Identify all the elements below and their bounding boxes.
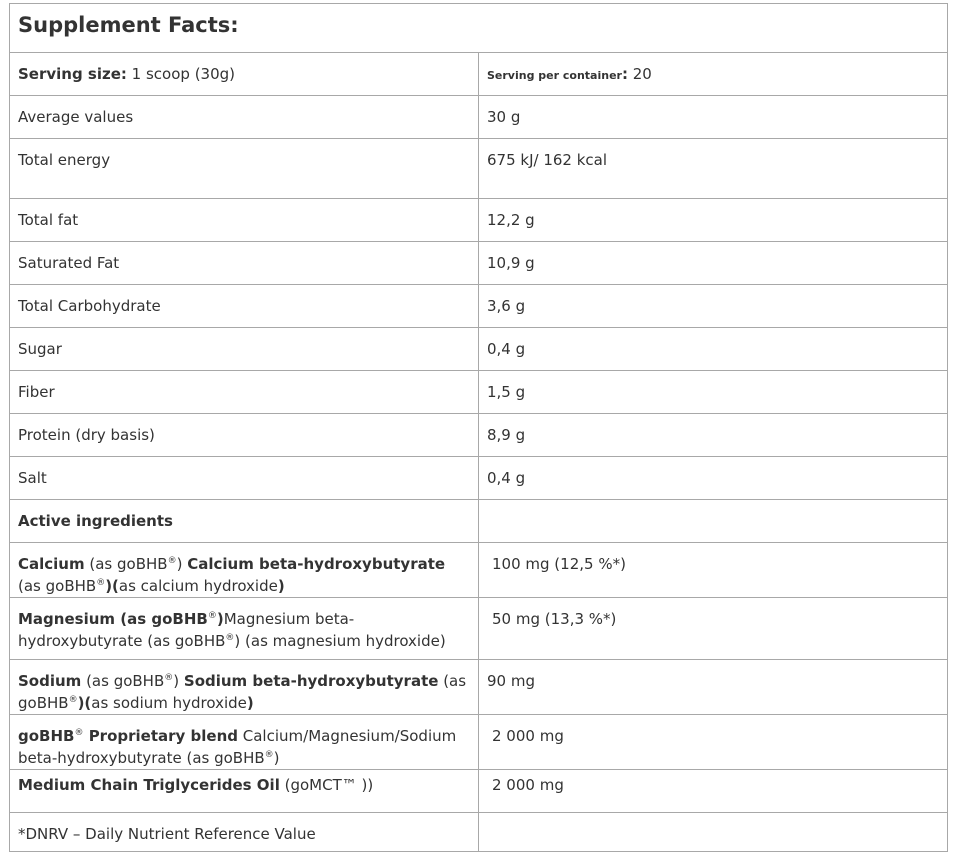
serving-row xyxy=(10,53,948,96)
magnesium-name: Magnesium (as goBHB xyxy=(18,610,208,628)
footnote-row xyxy=(10,813,948,852)
magnesium-name-close: ) xyxy=(216,610,224,628)
blend-row xyxy=(10,715,948,770)
mct-label xyxy=(10,770,479,813)
active-ingredients-heading-row xyxy=(10,500,948,543)
magnesium-text2: ) (as magnesium hydroxide) xyxy=(234,632,446,650)
table-row xyxy=(10,96,948,139)
mct-name: Medium Chain Triglycerides Oil xyxy=(18,776,280,794)
blend-label xyxy=(10,715,479,770)
calcium-name: Calcium xyxy=(18,555,85,573)
registered-mark: ® xyxy=(167,556,177,566)
sodium-row xyxy=(10,660,948,715)
blend-text: Calcium/Magnesium/Sodium beta-hydroxybutyrate (as goBHB xyxy=(18,727,457,767)
supplement-facts-table xyxy=(9,3,948,852)
blend-value: 2 000 mg xyxy=(479,715,948,770)
nutrient-label: Salt xyxy=(10,457,479,500)
sodium-as2: (as goBHB xyxy=(18,672,467,712)
sodium-tail: as sodium hydroxide xyxy=(91,694,247,712)
calcium-as1-end: ) xyxy=(176,555,188,573)
nutrient-label: Protein (dry basis) xyxy=(10,414,479,457)
calcium-row xyxy=(10,543,948,598)
mct-value: 2 000 mg xyxy=(479,770,948,813)
registered-mark: ® xyxy=(264,750,274,760)
registered-mark: ® xyxy=(68,695,78,705)
sodium-name: Sodium xyxy=(18,672,82,690)
nutrient-label: Total fat xyxy=(10,199,479,242)
blend-name2: Proprietary blend xyxy=(83,727,238,745)
nutrient-value: 3,6 g xyxy=(479,285,948,328)
nutrient-label: Total energy xyxy=(10,139,479,199)
calcium-label xyxy=(10,543,479,598)
empty-cell xyxy=(479,813,948,852)
calcium-value: 100 mg (12,5 %*) xyxy=(479,543,948,598)
mct-text: (goMCT™ )) xyxy=(279,776,374,794)
table-row xyxy=(10,457,948,500)
mct-row xyxy=(10,770,948,813)
nutrient-value: 12,2 g xyxy=(479,199,948,242)
nutrient-value: 30 g xyxy=(479,96,948,139)
table-row xyxy=(10,371,948,414)
serving-per-container-colon: : xyxy=(621,65,628,83)
registered-mark: ® xyxy=(207,611,217,621)
magnesium-value: 50 mg (13,3 %*) xyxy=(479,598,948,660)
sodium-value: 90 mg xyxy=(479,660,948,715)
table-row xyxy=(10,242,948,285)
serving-per-container-label: Serving per container xyxy=(487,69,622,82)
nutrient-label: Sugar xyxy=(10,328,479,371)
nutrient-value: 0,4 g xyxy=(479,457,948,500)
table-row xyxy=(10,414,948,457)
calcium-as1: (as goBHB xyxy=(84,555,168,573)
sodium-label xyxy=(10,660,479,715)
serving-size-value: 1 scoop (30g) xyxy=(126,65,236,83)
table-row xyxy=(10,285,948,328)
registered-mark: ® xyxy=(225,633,235,643)
blend-text-close: ) xyxy=(273,749,280,767)
magnesium-text: Magnesium beta-hydroxybutyrate (as goBHB xyxy=(18,610,355,650)
active-ingredients-heading xyxy=(10,500,479,543)
nutrient-label: Fiber xyxy=(10,371,479,414)
blend-name: goBHB xyxy=(18,727,75,745)
active-ingredients-heading-text: Active ingredients xyxy=(18,512,173,530)
nutrient-value: 10,9 g xyxy=(479,242,948,285)
calcium-compound: Calcium beta-hydroxybutyrate xyxy=(187,555,446,573)
nutrient-value: 8,9 g xyxy=(479,414,948,457)
registered-mark: ® xyxy=(74,728,84,738)
nutrient-value: 675 kJ/ 162 kcal xyxy=(479,139,948,199)
magnesium-label xyxy=(10,598,479,660)
nutrient-value: 0,4 g xyxy=(479,328,948,371)
magnesium-row xyxy=(10,598,948,660)
nutrient-value: 1,5 g xyxy=(479,371,948,414)
sodium-compound: Sodium beta-hydroxybutyrate xyxy=(183,672,439,690)
calcium-paren: )( xyxy=(105,577,119,595)
empty-cell xyxy=(479,500,948,543)
nutrient-label: Total Carbohydrate xyxy=(10,285,479,328)
calcium-as2: (as goBHB xyxy=(18,577,97,595)
sodium-as1: (as goBHB xyxy=(81,672,165,690)
table-title: Supplement Facts: xyxy=(10,4,948,53)
calcium-close: ) xyxy=(277,577,285,595)
serving-per-container-value: 20 xyxy=(627,65,652,83)
nutrient-label: Average values xyxy=(10,96,479,139)
sodium-paren: )( xyxy=(77,694,92,712)
table-row xyxy=(10,199,948,242)
sodium-close: ) xyxy=(246,694,254,712)
nutrient-label: Saturated Fat xyxy=(10,242,479,285)
calcium-tail: as calcium hydroxide xyxy=(118,577,278,595)
serving-per-container-cell xyxy=(479,53,948,96)
table-row xyxy=(10,139,948,199)
registered-mark: ® xyxy=(164,673,174,683)
serving-size-cell xyxy=(10,53,479,96)
registered-mark: ® xyxy=(96,578,106,588)
footnote: *DNRV – Daily Nutrient Reference Value xyxy=(10,813,479,852)
sodium-as1-end: ) xyxy=(173,672,184,690)
table-row xyxy=(10,328,948,371)
serving-size-label: Serving size: xyxy=(18,65,127,83)
